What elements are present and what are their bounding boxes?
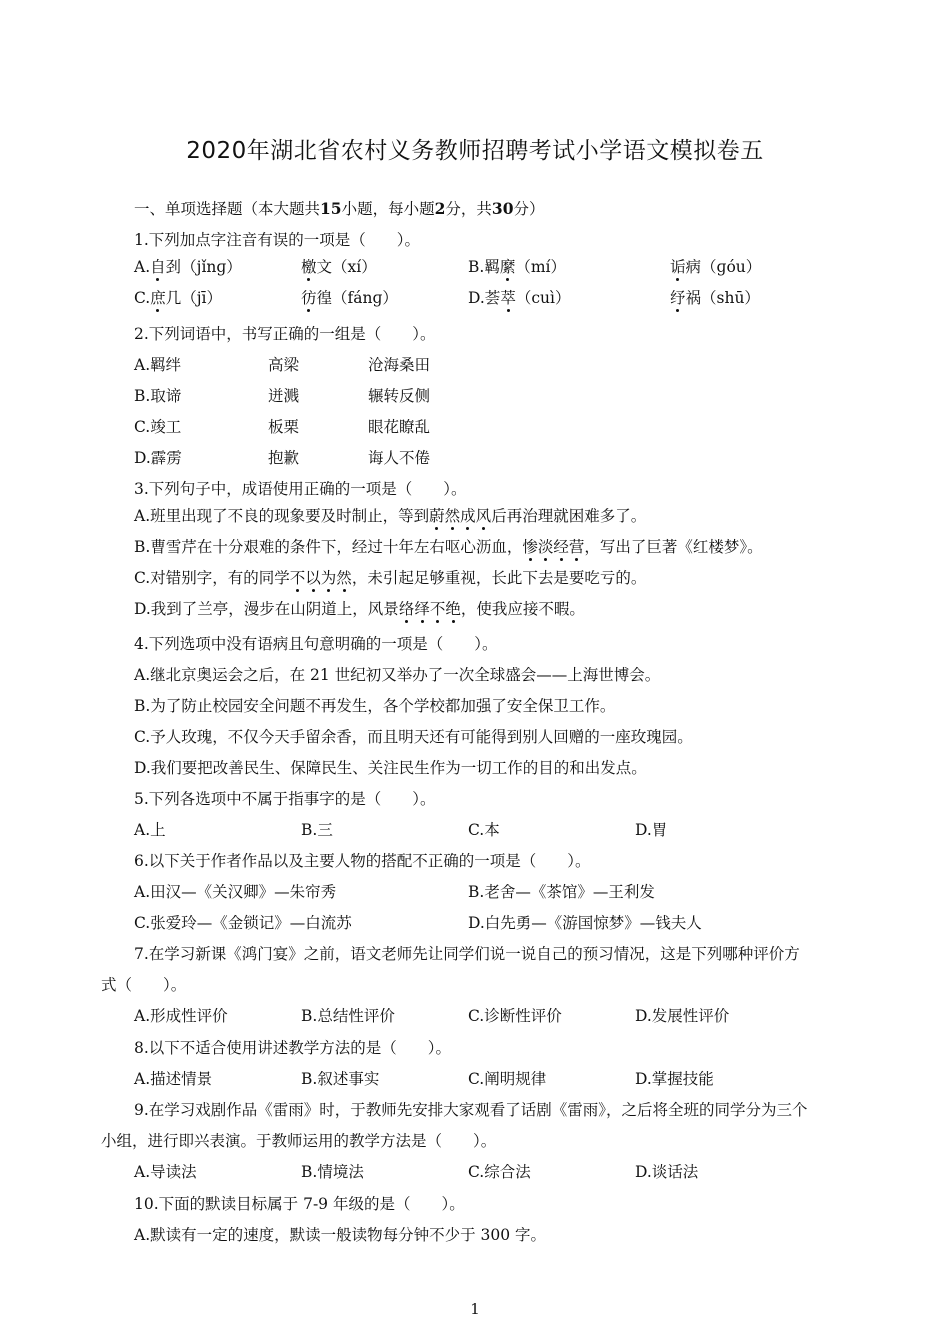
q2-word: 板栗: [268, 418, 300, 436]
dotted-char: 自: [150, 258, 166, 276]
q2-word: 高梁: [268, 356, 300, 374]
q2-option-d: D.霹雳: [134, 449, 182, 467]
q1-stem: 1.下列加点字注音有误的一项是（ ）。: [134, 231, 421, 249]
q4-option-a: A.继北京奥运会之后，在 21 世纪初又举办了一次全球盛会——上海世博会。: [134, 666, 661, 684]
q2-option-c: C.竣工: [134, 418, 182, 436]
q2-option-b: B.取谛: [134, 387, 182, 405]
q6-option-a: A.田汉—《关汉卿》—朱帘秀: [134, 883, 337, 901]
page-title: 2020年湖北省农村义务教师招聘考试小学语文模拟卷五: [186, 138, 764, 164]
q9-stem: 9.在学习戏剧作品《雷雨》时，于教师先安排大家观看了话剧《雷雨》，之后将全班的同学分为三个: [134, 1101, 808, 1119]
dotted-char: 檄: [301, 258, 317, 276]
q3-option-d: D.我到了兰亭，漫步在山阴道上，风景络绎不绝，使我应接不暇。: [134, 600, 585, 618]
q4-option-d: D.我们要把改善民生、保障民生、关注民生作为一切工作的目的和出发点。: [134, 759, 647, 777]
dotted-char: 萃: [500, 289, 516, 307]
q3-stem: 3.下列句子中，成语使用正确的一项是（ ）。: [134, 480, 467, 498]
q1-option-a2: 檄文（xí）: [301, 258, 377, 276]
q9-stem-cont: 小组，进行即兴表演。于教师运用的教学方法是（ ）。: [101, 1132, 497, 1150]
q2-word: 诲人不倦: [368, 449, 431, 467]
q1-option-b2: 诟病（ɡóu）: [670, 258, 762, 276]
q7-option-d: D.发展性评价: [635, 1007, 730, 1025]
q6-option-b: B.老舍—《茶馆》—王利发: [468, 883, 655, 901]
q1-option-d: D.荟萃（cuì）: [468, 289, 571, 307]
q7-stem: 7.在学习新课《鸿门宴》之前，语文老师先让同学们说一说自己的预习情况，这是下列哪种评价方: [134, 945, 800, 963]
q7-stem-cont: 式（ ）。: [101, 976, 187, 994]
q9-option-b: B.情境法: [301, 1163, 364, 1181]
q5-option-c: C.本: [468, 821, 500, 839]
q2-word: 抱歉: [268, 449, 300, 467]
q8-option-a: A.描述情景: [134, 1070, 213, 1088]
q2-stem: 2.下列词语中，书写正确的一组是（ ）。: [134, 325, 436, 343]
q1-option-d2: 纾祸（shū）: [670, 289, 760, 307]
q2-option-a: A.羁绊: [134, 356, 182, 374]
dotted-char: 纾: [670, 289, 686, 307]
dotted-idiom: 惨淡经营: [522, 538, 585, 556]
q9-option-c: C.综合法: [468, 1163, 531, 1181]
q10-option-a: A.默读有一定的速度，默读一般读物每分钟不少于 300 字。: [134, 1226, 547, 1244]
q8-option-d: D.掌握技能: [635, 1070, 714, 1088]
q7-option-c: C.诊断性评价: [468, 1007, 562, 1025]
q3-option-b: B.曹雪芹在十分艰难的条件下，经过十年左右呕心沥血，惨淡经营，写出了巨著《红楼梦》。: [134, 538, 763, 556]
page-number: 1: [470, 1300, 480, 1318]
section-heading: [134, 198, 545, 220]
q6-option-d: D.白先勇—《游国惊梦》—钱夫人: [468, 914, 702, 932]
section-heading-text: 分，共: [445, 200, 492, 218]
question-count: 15: [320, 199, 342, 218]
q4-option-c: C.予人玫瑰，不仅今天手留余香，而且明天还有可能得到别人回赠的一座玫瑰园。: [134, 728, 693, 746]
q6-stem: 6.以下关于作者作品以及主要人物的搭配不正确的一项是（ ）。: [134, 852, 591, 870]
q10-stem: 10.下面的默读目标属于 7-9 年级的是（ ）。: [134, 1195, 465, 1213]
dotted-idiom: 蔚然成风: [429, 507, 492, 525]
q1-option-c2: 彷徨（fánɡ）: [301, 289, 398, 307]
dotted-char: 彷: [301, 289, 317, 307]
q5-stem: 5.下列各选项中不属于指事字的是（ ）。: [134, 790, 436, 808]
q2-word: 迸溅: [268, 387, 300, 405]
q7-option-b: B.总结性评价: [301, 1007, 395, 1025]
q6-option-c: C.张爱玲—《金锁记》—白流苏: [134, 914, 352, 932]
dotted-idiom: 不以为然: [289, 569, 352, 587]
dotted-char: 縻: [499, 258, 516, 276]
q7-option-a: A.形成性评价: [134, 1007, 228, 1025]
section-heading-text: 小题，每小题: [341, 200, 435, 218]
points-each: 2: [434, 199, 446, 218]
section-heading-text: 一、单项选择题（本大题共: [134, 200, 321, 218]
q8-option-b: B.叙述事实: [301, 1070, 380, 1088]
q2-word: 眼花瞭乱: [368, 418, 431, 436]
q1-option-c: C.庶几（jī）: [134, 289, 223, 307]
q8-stem: 8.以下不适合使用讲述教学方法的是（ ）。: [134, 1039, 452, 1057]
section-heading-text: 分）: [513, 200, 545, 218]
q5-option-d: D.胃: [635, 821, 668, 839]
q9-option-a: A.导读法: [134, 1163, 197, 1181]
q9-option-d: D.谈话法: [635, 1163, 699, 1181]
q2-word: 沧海桑田: [368, 356, 431, 374]
q8-option-c: C.阐明规律: [468, 1070, 547, 1088]
q5-option-a: A.上: [134, 821, 166, 839]
q1-option-b: B.羁縻（mí）: [468, 258, 566, 276]
dotted-char: 诟: [670, 258, 686, 276]
q1-option-a: A.自刭（jǐnɡ）: [134, 258, 242, 276]
total-points: 30: [491, 199, 514, 218]
q3-option-a: A.班里出现了不良的现象要及时制止，等到蔚然成风后再治理就困难多了。: [134, 507, 647, 525]
dotted-idiom: 络绎不绝: [398, 600, 461, 618]
q3-option-c: C.对错别字，有的同学不以为然，未引起足够重视，长此下去是要吃亏的。: [134, 569, 647, 587]
q4-option-b: B.为了防止校园安全问题不再发生，各个学校都加强了安全保卫工作。: [134, 697, 616, 715]
q5-option-b: B.三: [301, 821, 333, 839]
dotted-char: 庶: [150, 289, 166, 307]
q4-stem: 4.下列选项中没有语病且句意明确的一项是（ ）。: [134, 635, 498, 653]
q2-word: 辗转反侧: [368, 387, 431, 405]
